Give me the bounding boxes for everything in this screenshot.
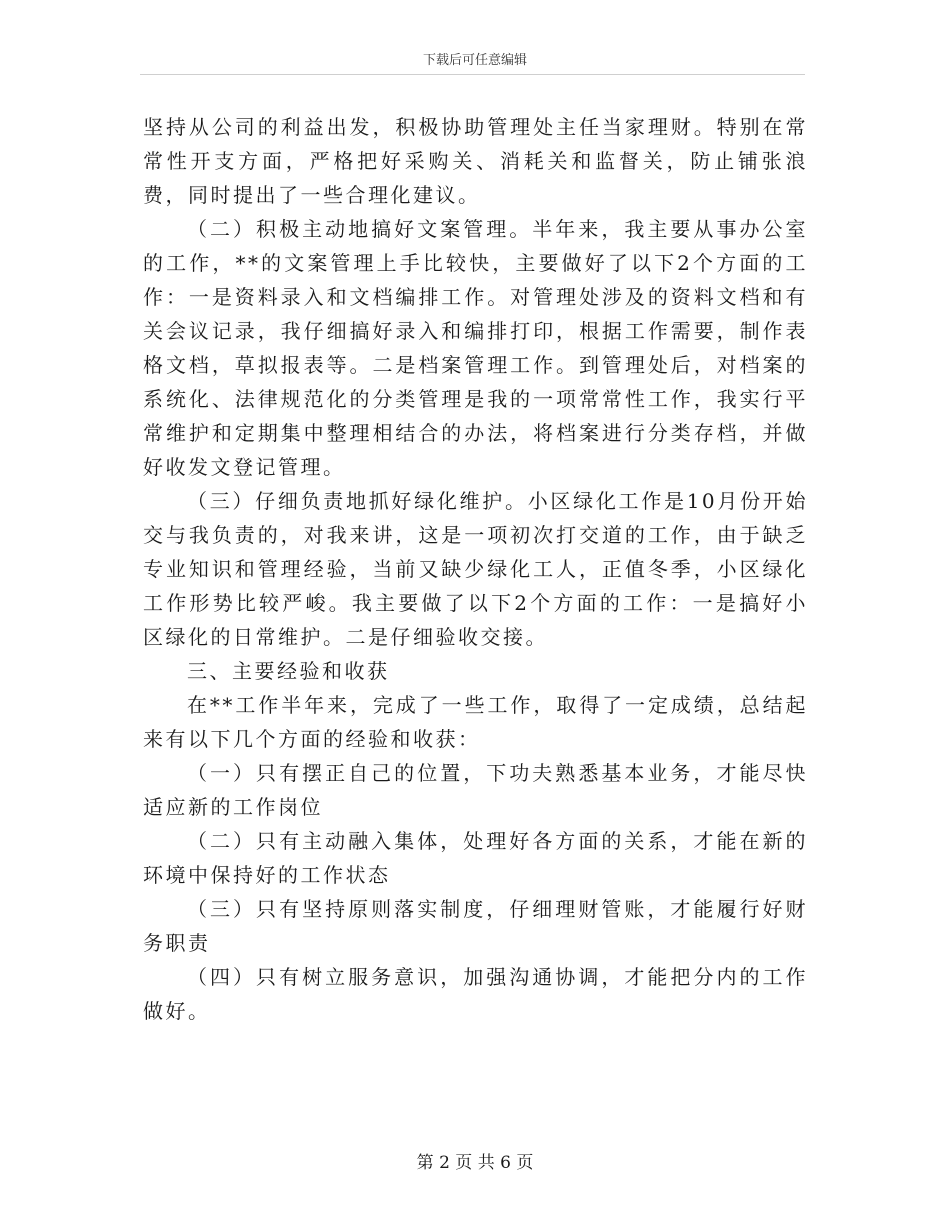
page-number: 第 2 页 共 6 页 xyxy=(416,1153,534,1173)
list-item-4: （四）只有树立服务意识，加强沟通协调，才能把分内的工作做好。 xyxy=(143,965,808,1023)
section-heading: 三、主要经验和收获 xyxy=(187,659,390,683)
paragraph-budget: 坚持从公司的利益出发，积极协助管理处主任当家理财。特别在常常性开支方面，严格把好采购关、消耗关和监督关，防止铺张浪费，同时提出了一些合理化建议。 xyxy=(143,115,808,207)
header-divider xyxy=(140,74,805,75)
document-body xyxy=(143,110,808,1028)
list-item-2: （二）只有主动融入集体，处理好各方面的关系，才能在新的环境中保持好的工作状态 xyxy=(143,829,808,887)
paragraph-greening: （三）仔细负责地抓好绿化维护。小区绿化工作是10月份开始交与我负责的，对我来讲，这是一项初次打交道的工作，由于缺乏专业知识和管理经验，当前又缺少绿化工人，正值冬季，小区绿化工作形势比较严峻。我主要做了以下2个方面的工作：一是搞好小区绿化的日常维护。二是仔细验收交接。 xyxy=(143,489,808,649)
list-item-1: （一）只有摆正自己的位置，下功夫熟悉基本业务，才能尽快适应新的工作岗位 xyxy=(143,761,808,819)
paragraph-summary: 在**工作半年来，完成了一些工作，取得了一定成绩，总结起来有以下几个方面的经验和收获： xyxy=(143,693,808,751)
list-item-3: （三）只有坚持原则落实制度，仔细理财管账，才能履行好财务职责 xyxy=(143,897,808,955)
paragraph-documents: （二）积极主动地搞好文案管理。半年来，我主要从事办公室的工作，**的文案管理上手比较快，主要做好了以下2个方面的工作：一是资料录入和文档编排工作。对管理处涉及的资料文档和有关会议记录，我仔细搞好录入和编排打印，根据工作需要，制作表格文档，草拟报表等。二是档案管理工作。到管理处后，对档案的系统化、法律规范化的分类管理是我的一项常常性工作，我实行平常维护和定期集中整理相结合的办法，将档案进行分类存档，并做好收发文登记管理。 xyxy=(143,217,808,479)
page-header: 下载后可任意编辑 xyxy=(422,53,527,68)
